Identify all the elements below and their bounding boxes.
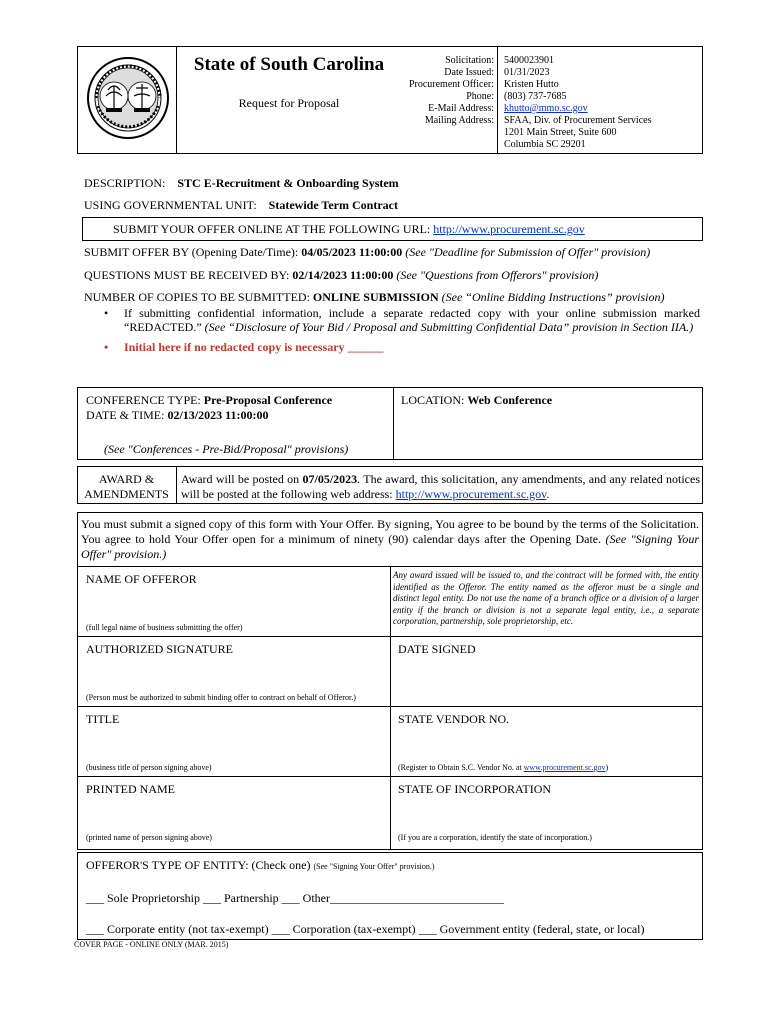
award-text — [181, 472, 700, 502]
description-label: DESCRIPTION: — [84, 176, 166, 190]
printed-name-label: PRINTED NAME — [86, 782, 175, 796]
address-line-2: 1201 Main Street, Suite 600 — [504, 127, 617, 138]
authorized-signature-help: (Person must be authorized to submit binding offer to contract on behalf of Offeror.) — [86, 693, 356, 702]
title-label: TITLE — [86, 712, 120, 726]
submit-online-url[interactable]: http://www.procurement.sc.gov — [433, 222, 585, 236]
procurement-officer: Kristen Hutto — [504, 79, 559, 90]
address-line-3: Columbia SC 29201 — [504, 139, 586, 150]
submit-by-row — [84, 245, 650, 260]
header-labels — [380, 55, 494, 127]
grid-v — [390, 566, 391, 850]
header-values — [504, 55, 704, 151]
header-divider-1 — [176, 46, 177, 154]
unit-label: USING GOVERNMENTAL UNIT: — [84, 198, 257, 212]
entity-options-line-2[interactable]: ___ Corporate entity (not tax-exempt) ___ Corporation (tax-exempt) ___ Government entity (federal, state, or local) — [86, 922, 645, 936]
date-signed-input[interactable] — [394, 660, 700, 702]
sign-intro-note: (See "Signing Your Offer" provision.) — [81, 532, 699, 561]
copies-note: (See “Online Bidding Instructions” provision) — [441, 290, 665, 304]
conference-type-value: Pre-Proposal Conference — [203, 393, 333, 407]
conference-dt-label: DATE & TIME: — [86, 408, 165, 422]
award-label-line-2: AMENDMENTS — [84, 487, 169, 501]
copies-bullets — [84, 306, 700, 354]
description-row — [84, 176, 399, 191]
state-of-incorporation-input[interactable] — [394, 800, 700, 830]
conference-dt-row — [86, 408, 268, 423]
conference-location-row — [401, 393, 552, 408]
title-input[interactable] — [80, 730, 386, 760]
sign-intro — [81, 517, 699, 562]
submit-by-note: (See "Deadline for Submission of Offer" provision) — [405, 245, 651, 259]
label-solicitation: Solicitation: — [445, 55, 494, 66]
email-link[interactable]: khutto@mmo.sc.gov — [504, 103, 588, 114]
vendor-help-url[interactable]: www.procurement.sc.gov — [523, 763, 606, 772]
state-of-incorporation-help: (If you are a corporation, identify the state of incorporation.) — [398, 833, 592, 842]
footer-text: COVER PAGE - ONLINE ONLY (MAR. 2015) — [74, 940, 229, 949]
questions-value: 02/14/2023 11:00:00 — [292, 268, 394, 282]
award-date: 07/05/2023 — [302, 472, 358, 486]
award-entity-note: Any award issued will be issued to, and the contract will be formed with, the entity identified as the Offeror. The entity named as the offeror must be a single and distinct legal entity. Do not use the name of a branch office or a division of a larger entity if the branch or division is not a separate legal entity, i.e., a separate corporation, partnership, sole proprietorship, etc. — [393, 570, 699, 626]
copies-label: NUMBER OF COPIES TO BE SUBMITTED: — [84, 290, 310, 304]
state-title: State of South Carolina — [193, 54, 385, 75]
questions-label: QUESTIONS MUST BE RECEIVED BY: — [84, 268, 290, 282]
bullet-initial — [84, 340, 700, 354]
location-label: LOCATION: — [401, 393, 465, 407]
submit-by-value: 04/05/2023 11:00:00 — [301, 245, 403, 259]
solicitation-number: 5400023901 — [504, 55, 554, 66]
description-value: STC E-Recruitment & Onboarding System — [177, 176, 399, 190]
submit-online-row — [113, 222, 585, 237]
title-help: (business title of person signing above) — [86, 763, 212, 772]
vendor-help-text: (Register to Obtain S.C. Vendor No. at — [398, 763, 522, 772]
header-divider-2 — [497, 46, 498, 154]
entity-note: (See "Signing Your Offer" provision.) — [313, 862, 435, 871]
award-url[interactable]: http://www.procurement.sc.gov — [395, 487, 547, 501]
bullet-redacted-text: If submitting confidential information, include a separate redacted copy with your online submission marked “REDACTED.” — [124, 306, 700, 334]
printed-name-input[interactable] — [80, 800, 386, 830]
sign-intro-text: You must submit a signed copy of this form with Your Offer. By signing, You agree to be bound by the terms of the Solicitation. You agree to hold Your Offer open for a minimum of ninety (90) calendar days after the Opening Date. — [81, 517, 699, 546]
state-of-incorporation-label: STATE OF INCORPORATION — [398, 782, 552, 796]
authorized-signature-input[interactable] — [80, 660, 386, 690]
entity-options-line-1[interactable]: ___ Sole Proprietorship ___ Partnership ___ Other_____________________________ — [86, 891, 504, 905]
unit-value: Statewide Term Contract — [268, 198, 398, 212]
copies-value: ONLINE SUBMISSION — [312, 290, 439, 304]
vendor-no-help — [398, 763, 608, 772]
vendor-no-input[interactable] — [394, 730, 700, 760]
name-of-offeror-input[interactable] — [80, 590, 386, 620]
vendor-help-end: ) — [605, 763, 609, 772]
bullet-redacted-note: (See “Disclosure of Your Bid / Proposal and Submitting Confidential Data” provision in Section IIA.) — [204, 320, 694, 334]
questions-note: (See "Questions from Offerors" provision) — [396, 268, 599, 282]
label-phone: Phone: — [466, 91, 494, 102]
conference-divider — [393, 387, 394, 460]
label-date-issued: Date Issued: — [444, 67, 494, 78]
award-label — [77, 472, 176, 502]
bullet-redacted — [84, 306, 700, 334]
entity-label: OFFEROR'S TYPE OF ENTITY: (Check one) — [86, 858, 311, 872]
questions-row — [84, 268, 598, 283]
authorized-signature-label: AUTHORIZED SIGNATURE — [86, 642, 233, 656]
submit-by-label: SUBMIT OFFER BY (Opening Date/Time): — [84, 245, 299, 259]
address-line-1: SFAA, Div. of Procurement Services — [504, 115, 652, 126]
conference-type-row — [86, 393, 332, 408]
label-procurement-officer: Procurement Officer: — [408, 79, 494, 90]
document-type: Request for Proposal — [238, 96, 340, 110]
name-of-offeror-label: NAME OF OFFEROR — [86, 572, 197, 586]
unit-row — [84, 198, 398, 213]
copies-row — [84, 290, 665, 305]
award-divider — [176, 466, 177, 504]
name-of-offeror-help: (full legal name of business submitting the offer) — [86, 623, 243, 632]
state-seal-icon — [86, 56, 170, 140]
award-end: . — [546, 487, 550, 501]
award-text-1: Award will be posted on — [181, 472, 300, 486]
submit-online-text: SUBMIT YOUR OFFER ONLINE AT THE FOLLOWING URL: — [113, 222, 431, 236]
vendor-no-label: STATE VENDOR NO. — [398, 712, 510, 726]
label-email: E-Mail Address: — [428, 103, 494, 114]
location-value: Web Conference — [467, 393, 553, 407]
label-mailing-address: Mailing Address: — [424, 115, 494, 126]
entity-label-row — [86, 858, 435, 873]
award-text-2: . The award, this solicitation, any amendments, and any related notices will be posted at the following web address: — [181, 472, 701, 501]
award-label-line-1: AWARD & — [98, 472, 155, 486]
conference-note: (See "Conferences - Pre-Bid/Proposal" provisions) — [104, 442, 349, 456]
date-signed-label: DATE SIGNED — [398, 642, 476, 656]
initial-here-text[interactable]: Initial here if no redacted copy is necessary ______ — [124, 340, 384, 354]
phone: (803) 737-7685 — [504, 91, 567, 102]
printed-name-help: (printed name of person signing above) — [86, 833, 212, 842]
date-issued: 01/31/2023 — [504, 67, 550, 78]
conference-dt-value: 02/13/2023 11:00:00 — [167, 408, 269, 422]
conference-type-label: CONFERENCE TYPE: — [86, 393, 201, 407]
